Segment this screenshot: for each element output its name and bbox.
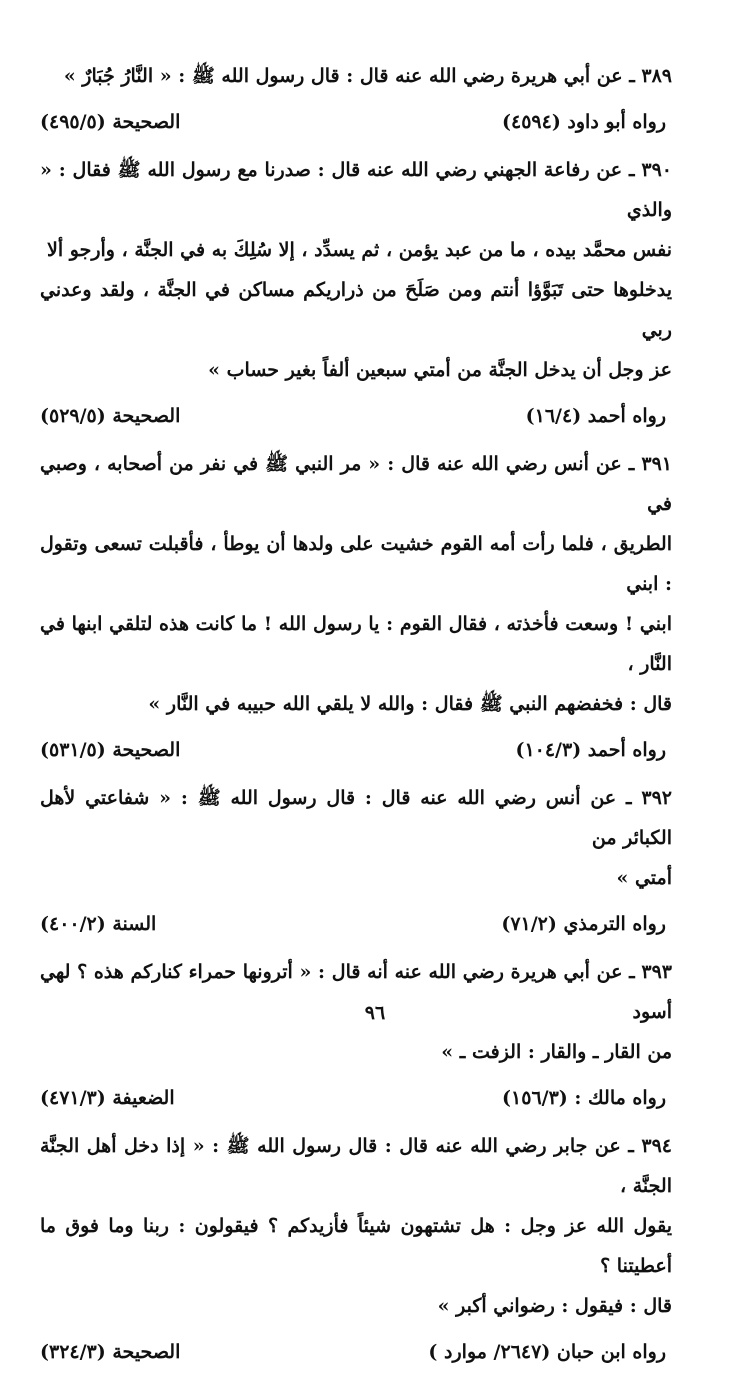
- hadith-390: [40, 150, 672, 436]
- hadith-393: [40, 952, 672, 1118]
- reference-row: [40, 102, 672, 142]
- reference-row: [40, 730, 672, 770]
- hadith-392: [40, 778, 672, 944]
- hadith-source: رواه أحمد (١٦/٤): [525, 405, 666, 427]
- hadith-text: ٣٩١ ـ عن أنس رضي الله عنه قال : « مر النبي ﷺ في نفر من أصحابه ، وصبي في الطريق ، فلما رأت أمه القوم خشيت على ولدها أن يوطأ ، فأقبلت تسعى وتقول : ابني ابني ! وسعت فأخذته ، فقال القوم : يا رسول الله ! ما كانت هذه لتلقي ابنها في النَّار ، قال : فخفضهم النبي ﷺ فقال : والله لا يلقي الله حبيبه في النَّار »: [40, 453, 672, 715]
- hadith-source: رواه ابن حبان (٢٦٤٧/ موارد ): [428, 1341, 666, 1363]
- hadith-source: رواه مالك : (١٥٦/٣): [502, 1087, 666, 1109]
- hadith-source: رواه أحمد (١٠٤/٣): [515, 739, 666, 761]
- hadith-grade: الضعيفة (٤٧١/٣): [40, 1087, 175, 1109]
- hadith-grade: السنة (٤٠٠/٢): [40, 913, 157, 935]
- hadith-text: ٣٩٤ ـ عن جابر رضي الله عنه قال : قال رسول الله ﷺ : « إذا دخل أهل الجنَّة الجنَّة ، يقول الله عز وجل : هل تشتهون شيئاً فأزيدكم ؟ فيقولون : ربنا وما فوق ما أعطيتنا ؟ قال : فيقول : رضواني أكبر »: [40, 1135, 672, 1317]
- reference-row: [40, 904, 672, 944]
- hadith-text: ٣٩٠ ـ عن رفاعة الجهني رضي الله عنه قال : صدرنا مع رسول الله ﷺ فقال : « والذي نفس محمَّد بيده ، ما من عبد يؤمن ، ثم يسدِّد ، إلا سُلِكَ به في الجنَّة ، وأرجو ألا يدخلوها حتى تَبَوَّؤا أنتم ومن صَلَحَ من ذراريكم مساكن في الجنَّة ، ولقد وعدني ربي عز وجل أن يدخل الجنَّة من أمتي سبعين ألفاً بغير حساب »: [40, 159, 672, 381]
- hadith-grade: الصحيحة (٤٩٥/٥): [40, 111, 181, 133]
- page-number: ٩٦: [364, 1002, 386, 1024]
- hadith-389: [40, 56, 672, 142]
- page-content: [40, 56, 672, 1380]
- reference-row: [40, 1332, 672, 1372]
- hadith-394: [40, 1126, 672, 1372]
- hadith-391: [40, 444, 672, 770]
- reference-row: [40, 1078, 672, 1118]
- hadith-grade: الصحيحة (٥٢٩/٥): [40, 405, 181, 427]
- hadith-source: رواه الترمذي (٧١/٢): [501, 913, 666, 935]
- hadith-text: ٣٩٣ ـ عن أبي هريرة رضي الله عنه أنه قال : « أترونها حمراء كناركم هذه ؟ لهي أسود من القار ـ والقار : الزفت ـ »: [40, 961, 672, 1063]
- hadith-text: ٣٩٢ ـ عن أنس رضي الله عنه قال : قال رسول الله ﷺ : « شفاعتي لأهل الكبائر من أمتي »: [40, 787, 672, 889]
- hadith-grade: الصحيحة (٣٢٤/٣): [40, 1341, 181, 1363]
- hadith-grade: الصحيحة (٥٣١/٥): [40, 739, 181, 761]
- hadith-source: رواه أبو داود (٤٥٩٤): [501, 111, 666, 133]
- hadith-text: ٣٨٩ ـ عن أبي هريرة رضي الله عنه قال : قال رسول الله ﷺ : « النَّارُ جُبَارٌ »: [63, 65, 672, 87]
- reference-row: [40, 396, 672, 436]
